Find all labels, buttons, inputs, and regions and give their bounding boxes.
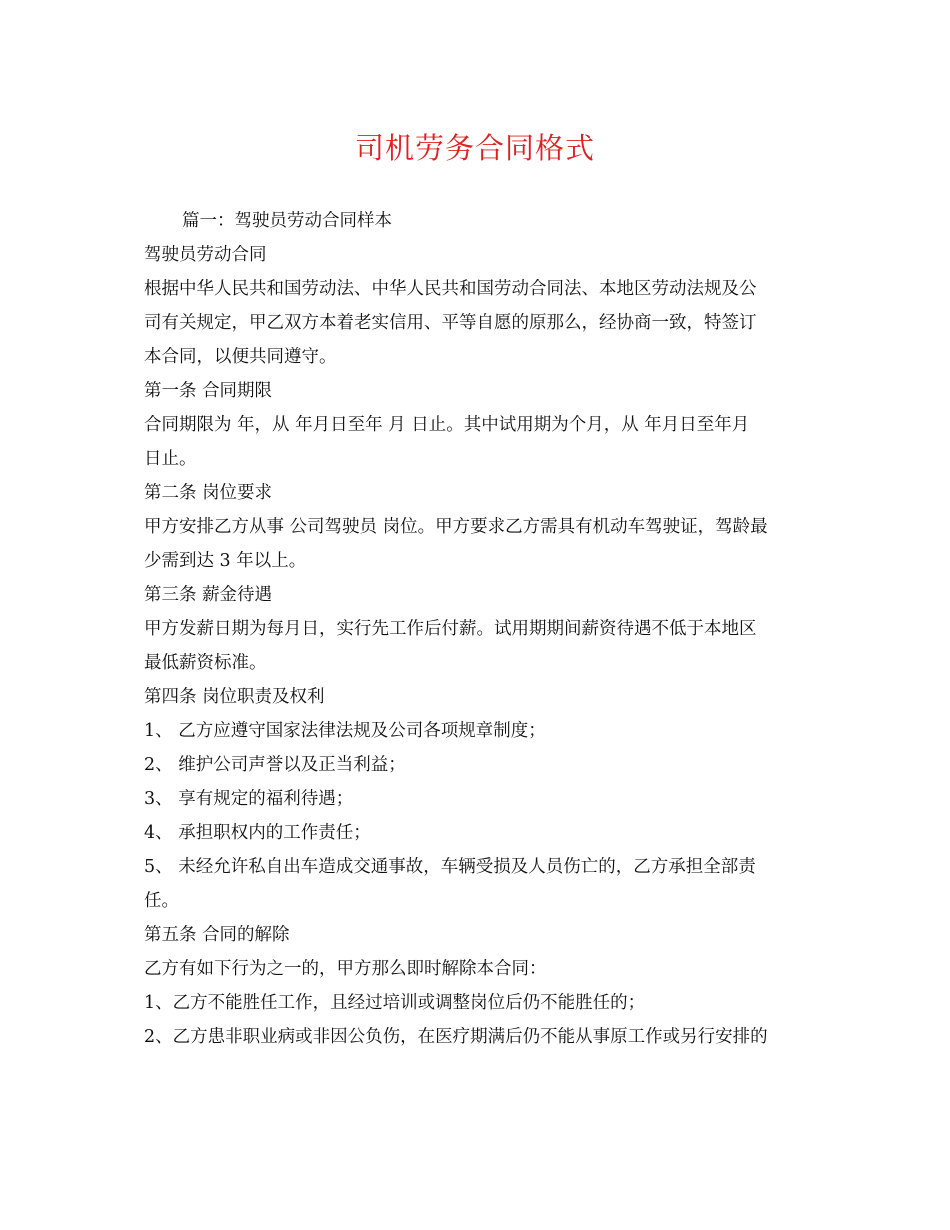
list-item: 1、乙方不能胜任工作，且经过培训或调整岗位后仍不能胜任的； xyxy=(144,993,646,1013)
list-item: 3、 享有规定的福利待遇； xyxy=(144,789,354,809)
document-title: 司机劳务合同格式 xyxy=(354,131,595,165)
paragraph-line: 甲方安排乙方从事 公司驾驶员 岗位。甲方要求乙方需具有机动车驾驶证，驾龄最 xyxy=(144,517,768,537)
paragraph-line: 合同期限为 年，从 年月日至年 月 日止。其中试用期为个月，从 年月日至年月 xyxy=(144,415,750,435)
paragraph-line: 司有关规定，甲乙双方本着老实信用、平等自愿的原那么，经协商一致，特签订 xyxy=(144,313,757,333)
paragraph-line: 本合同，以便共同遵守。 xyxy=(144,347,337,367)
article-heading: 第一条 合同期限 xyxy=(144,381,273,401)
article-heading: 第三条 薪金待遇 xyxy=(144,585,273,605)
paragraph-line: 日止。 xyxy=(144,449,197,469)
list-item: 2、 维护公司声誉以及正当利益； xyxy=(144,755,406,775)
paragraph-line: 最低薪资标准。 xyxy=(144,653,267,673)
list-item-continuation: 任。 xyxy=(144,891,179,911)
list-item: 2、乙方患非职业病或非因公负伤，在医疗期满后仍不能从事原工作或另行安排的 xyxy=(144,1027,768,1047)
paragraph-line: 甲方发薪日期为每月日，实行先工作后付薪。试用期期间薪资待遇不低于本地区 xyxy=(144,619,757,639)
list-item: 1、 乙方应遵守国家法律法规及公司各项规章制度； xyxy=(144,721,546,741)
paragraph-line: 乙方有如下行为之一的，甲方那么即时解除本合同： xyxy=(144,959,547,979)
article-heading: 第二条 岗位要求 xyxy=(144,483,273,503)
list-item: 5、 未经允许私自出车造成交通事故，车辆受损及人员伤亡的，乙方承担全部责 xyxy=(144,857,756,877)
list-item: 4、 承担职权内的工作责任； xyxy=(144,823,371,843)
article-heading: 第五条 合同的解除 xyxy=(144,925,290,945)
article-heading: 第四条 岗位职责及权利 xyxy=(144,687,325,707)
document-body xyxy=(144,204,808,1054)
paragraph-line: 少需到达 3 年以上。 xyxy=(144,551,307,571)
contract-title: 驾驶员劳动合同 xyxy=(144,245,267,265)
section-heading: 篇一：驾驶员劳动合同样本 xyxy=(182,211,392,231)
paragraph-line: 根据中华人民共和国劳动法、中华人民共和国劳动合同法、本地区劳动法规及公 xyxy=(144,279,757,299)
